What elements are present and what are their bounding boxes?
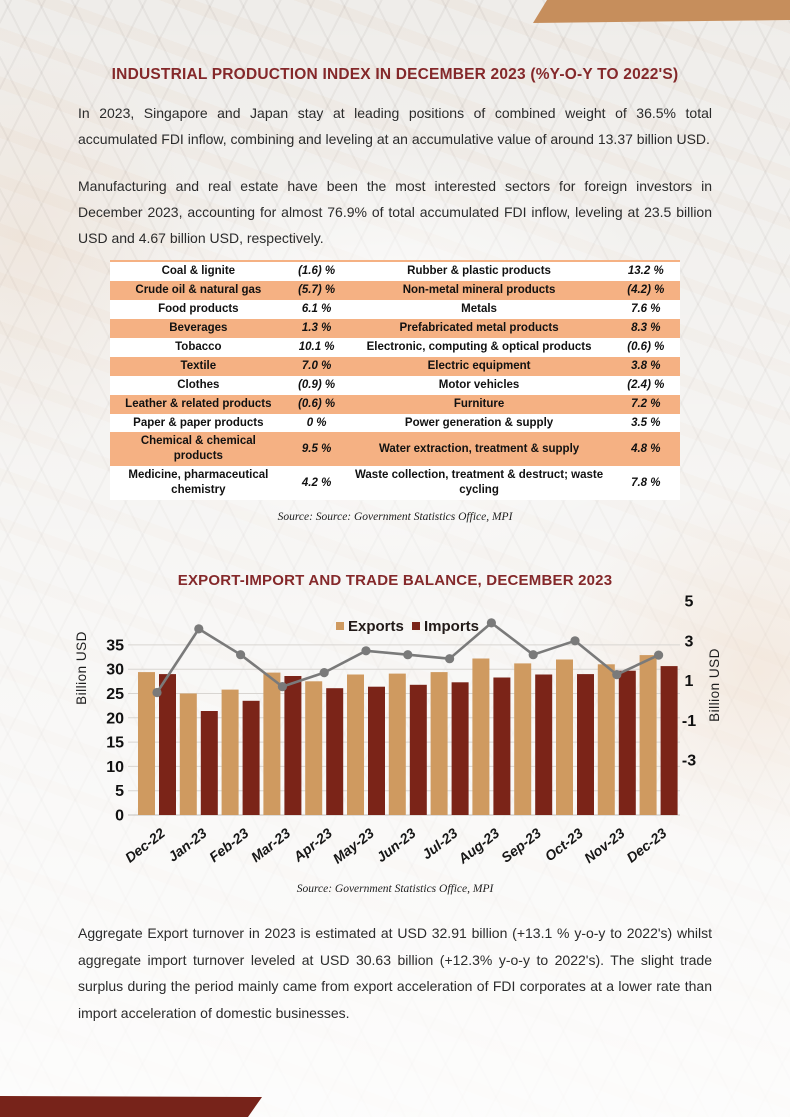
import-bar xyxy=(661,666,678,815)
sector-name-cell: Power generation & supply xyxy=(404,416,554,429)
sector-value-cell: 1.3 % xyxy=(301,321,332,334)
trade-balance-point xyxy=(570,636,579,645)
sector-value-cell: (0.9) % xyxy=(298,378,336,391)
table-row xyxy=(110,261,680,281)
x-axis-label: Apr-23 xyxy=(290,824,336,865)
sector-name-cell: Water extraction, treatment & supply xyxy=(378,442,580,455)
export-bar xyxy=(347,675,364,816)
sector-name-cell: Electric equipment xyxy=(427,359,531,372)
sector-name-cell: Beverages xyxy=(169,321,228,334)
import-bar xyxy=(535,675,552,816)
table-row xyxy=(110,395,680,414)
export-bar xyxy=(305,681,322,815)
legend-swatch xyxy=(412,622,420,630)
sector-name-cell: Metals xyxy=(461,302,497,315)
x-axis-label: Sep-23 xyxy=(498,824,545,866)
trade-balance-point xyxy=(487,618,496,627)
export-bar xyxy=(640,655,657,815)
sector-value-cell: 4.8 % xyxy=(631,442,661,455)
import-bar xyxy=(493,678,510,816)
sector-name-cell: Rubber & plastic products xyxy=(407,265,551,277)
x-axis-label: Jul-23 xyxy=(418,824,461,863)
x-axis-label: May-23 xyxy=(329,824,377,867)
trade-balance-point xyxy=(403,650,412,659)
import-bar xyxy=(326,688,343,815)
table-row xyxy=(110,338,680,357)
table-row xyxy=(110,300,680,319)
sector-value-cell: (0.6) % xyxy=(298,397,336,410)
import-bar xyxy=(619,671,636,815)
table-row xyxy=(110,466,680,500)
sector-value-cell: 7.0 % xyxy=(301,359,332,372)
sector-value-cell: (1.6) % xyxy=(298,265,336,277)
left-axis-tick: 10 xyxy=(106,759,124,777)
sector-value-cell: 7.6 % xyxy=(631,302,661,315)
import-bar xyxy=(410,685,427,815)
import-bar xyxy=(284,676,301,815)
sector-value-cell: (0.6) % xyxy=(627,340,665,353)
table-row xyxy=(110,319,680,338)
left-axis-tick: 0 xyxy=(115,807,124,825)
x-axis-label: Jun-23 xyxy=(373,824,419,866)
table-row xyxy=(110,432,680,466)
sector-name-cell: Tobacco xyxy=(175,340,222,353)
sectors-paragraph: Manufacturing and real estate have been the most interested sectors for foreign investors in December 2023, accounting for almost 76.9% of total accumulated FDI inflow, leveling at 23.5 billion USD and 4.67 billion USD, respectively. xyxy=(78,178,712,246)
closing-paragraph: Aggregate Export turnover in 2023 is estimated at USD 32.91 billion (+13.1 % y-o-y to 2022's) whilst aggregate import turnover leveled at USD 30.63 billion (+12.3% y-o-y to 2022's). The slight trade surplus during the period mainly came from export acceleration of FDI corporates at a lower rate than import acceleration of domestic businesses. xyxy=(78,925,712,1021)
sector-value-cell: 3.8 % xyxy=(631,359,661,372)
table-row xyxy=(110,376,680,395)
table-row xyxy=(110,414,680,433)
sector-name-cell: Motor vehicles xyxy=(438,378,520,391)
table-row xyxy=(110,357,680,376)
export-bar xyxy=(389,674,406,815)
sector-value-cell: 13.2 % xyxy=(627,265,664,277)
sector-name-cell: Food products xyxy=(158,302,239,315)
export-bar xyxy=(472,659,489,816)
export-bar xyxy=(598,664,615,815)
sector-name-cell: Coal & lignite xyxy=(161,265,236,277)
export-bar xyxy=(138,672,155,815)
export-bar xyxy=(222,690,239,815)
left-axis-tick: 25 xyxy=(106,686,124,704)
export-bar xyxy=(514,664,531,816)
trade-balance-point xyxy=(320,668,329,677)
import-bar xyxy=(368,687,385,815)
ipi-table xyxy=(110,260,680,500)
x-axis-label: Dec-22 xyxy=(121,824,168,866)
sector-name-cell: Textile xyxy=(180,359,217,372)
sector-name-cell: Chemical & chemical products xyxy=(140,435,256,463)
export-bar xyxy=(556,660,573,816)
right-axis-tick: -1 xyxy=(681,713,697,731)
sector-name-cell: Clothes xyxy=(177,378,220,391)
chart-source: Source: Government Statistics Office, MPI xyxy=(296,883,494,896)
chart-title: EXPORT-IMPORT AND TRADE BALANCE, DECEMBER 2023 xyxy=(177,572,613,590)
trade-chart-svg xyxy=(0,592,790,882)
right-axis-tick: -3 xyxy=(681,752,697,770)
import-bar xyxy=(159,674,176,815)
trade-balance-point xyxy=(361,646,370,655)
sector-name-cell: Waste collection, treatment & destruct; waste cycling xyxy=(354,469,604,497)
trade-balance-point xyxy=(445,654,454,663)
legend-label: Exports xyxy=(348,618,404,636)
sector-value-cell: 4.2 % xyxy=(301,476,332,489)
right-axis-tick: 3 xyxy=(684,633,694,651)
table-source: Source: Source: Government Statistics Office, MPI xyxy=(277,511,513,524)
left-axis-title: Billion USD xyxy=(74,631,89,706)
legend-swatch xyxy=(336,622,344,630)
trade-balance-point xyxy=(152,688,161,697)
export-bar xyxy=(263,673,280,815)
right-axis-title: Billion USD xyxy=(707,648,722,723)
intro-paragraph: In 2023, Singapore and Japan stay at leading positions of combined weight of 36.5% total accumulated FDI inflow, combining and leveling at an accumulative value of around 13.37 billion USD. xyxy=(78,105,712,147)
sector-name-cell: Non-metal mineral products xyxy=(402,283,556,296)
sector-value-cell: 3.5 % xyxy=(631,416,661,429)
legend-label: Imports xyxy=(424,618,480,636)
sector-value-cell: 10.1 % xyxy=(298,340,335,353)
trade-balance-point xyxy=(194,624,203,633)
x-axis-label: Aug-23 xyxy=(455,824,503,867)
left-axis-tick: 20 xyxy=(106,710,124,728)
sector-value-cell: 8.3 % xyxy=(631,321,661,334)
bottom-left-ribbon xyxy=(0,1096,280,1117)
sector-value-cell: 7.2 % xyxy=(631,397,661,410)
right-axis-tick: 5 xyxy=(684,593,694,611)
import-bar xyxy=(577,674,594,815)
sector-value-cell: 7.8 % xyxy=(631,476,661,489)
left-axis-tick: 15 xyxy=(106,734,124,752)
import-bar xyxy=(243,701,260,815)
sector-name-cell: Medicine, pharmaceutical chemistry xyxy=(128,469,269,497)
import-bar xyxy=(201,711,218,815)
right-axis-tick: 1 xyxy=(684,673,694,691)
x-axis-label: Oct-23 xyxy=(541,824,586,865)
left-axis-tick: 5 xyxy=(115,783,124,801)
page-title: INDUSTRIAL PRODUCTION INDEX IN DECEMBER 2023 (%Y-O-Y TO 2022'S) xyxy=(111,66,679,83)
top-right-ribbon xyxy=(0,0,790,24)
table-row xyxy=(110,281,680,300)
trade-chart xyxy=(0,592,790,882)
left-axis-tick: 35 xyxy=(106,637,124,655)
export-bar xyxy=(180,694,197,816)
sector-value-cell: (5.7) % xyxy=(298,283,336,296)
ipi-table-body xyxy=(110,261,680,500)
trade-balance-point xyxy=(529,650,538,659)
sector-name-cell: Prefabricated metal products xyxy=(399,321,559,334)
x-axis-label: Mar-23 xyxy=(247,824,294,866)
x-axis-label: Feb-23 xyxy=(206,824,252,866)
sector-value-cell: 0 % xyxy=(306,416,327,429)
export-bar xyxy=(431,672,448,815)
x-axis-label: Nov-23 xyxy=(581,824,628,867)
trade-balance-point xyxy=(654,651,663,660)
x-axis-label: Jan-23 xyxy=(164,824,210,865)
sector-value-cell: (2.4) % xyxy=(627,378,665,391)
sector-name-cell: Paper & paper products xyxy=(133,416,264,429)
trade-balance-point xyxy=(612,670,621,679)
sector-name-cell: Crude oil & natural gas xyxy=(135,283,262,296)
trade-balance-point xyxy=(278,682,287,691)
left-axis-tick: 30 xyxy=(106,661,124,679)
x-axis-label: Dec-23 xyxy=(623,824,670,866)
sector-name-cell: Leather & related products xyxy=(125,397,272,410)
sector-name-cell: Electronic, computing & optical products xyxy=(366,340,592,353)
trade-balance-point xyxy=(236,650,245,659)
sector-value-cell: 9.5 % xyxy=(301,442,332,455)
sector-value-cell: 6.1 % xyxy=(301,302,332,315)
sector-name-cell: Furniture xyxy=(453,397,505,410)
import-bar xyxy=(452,682,469,815)
sector-value-cell: (4.2) % xyxy=(627,283,665,296)
